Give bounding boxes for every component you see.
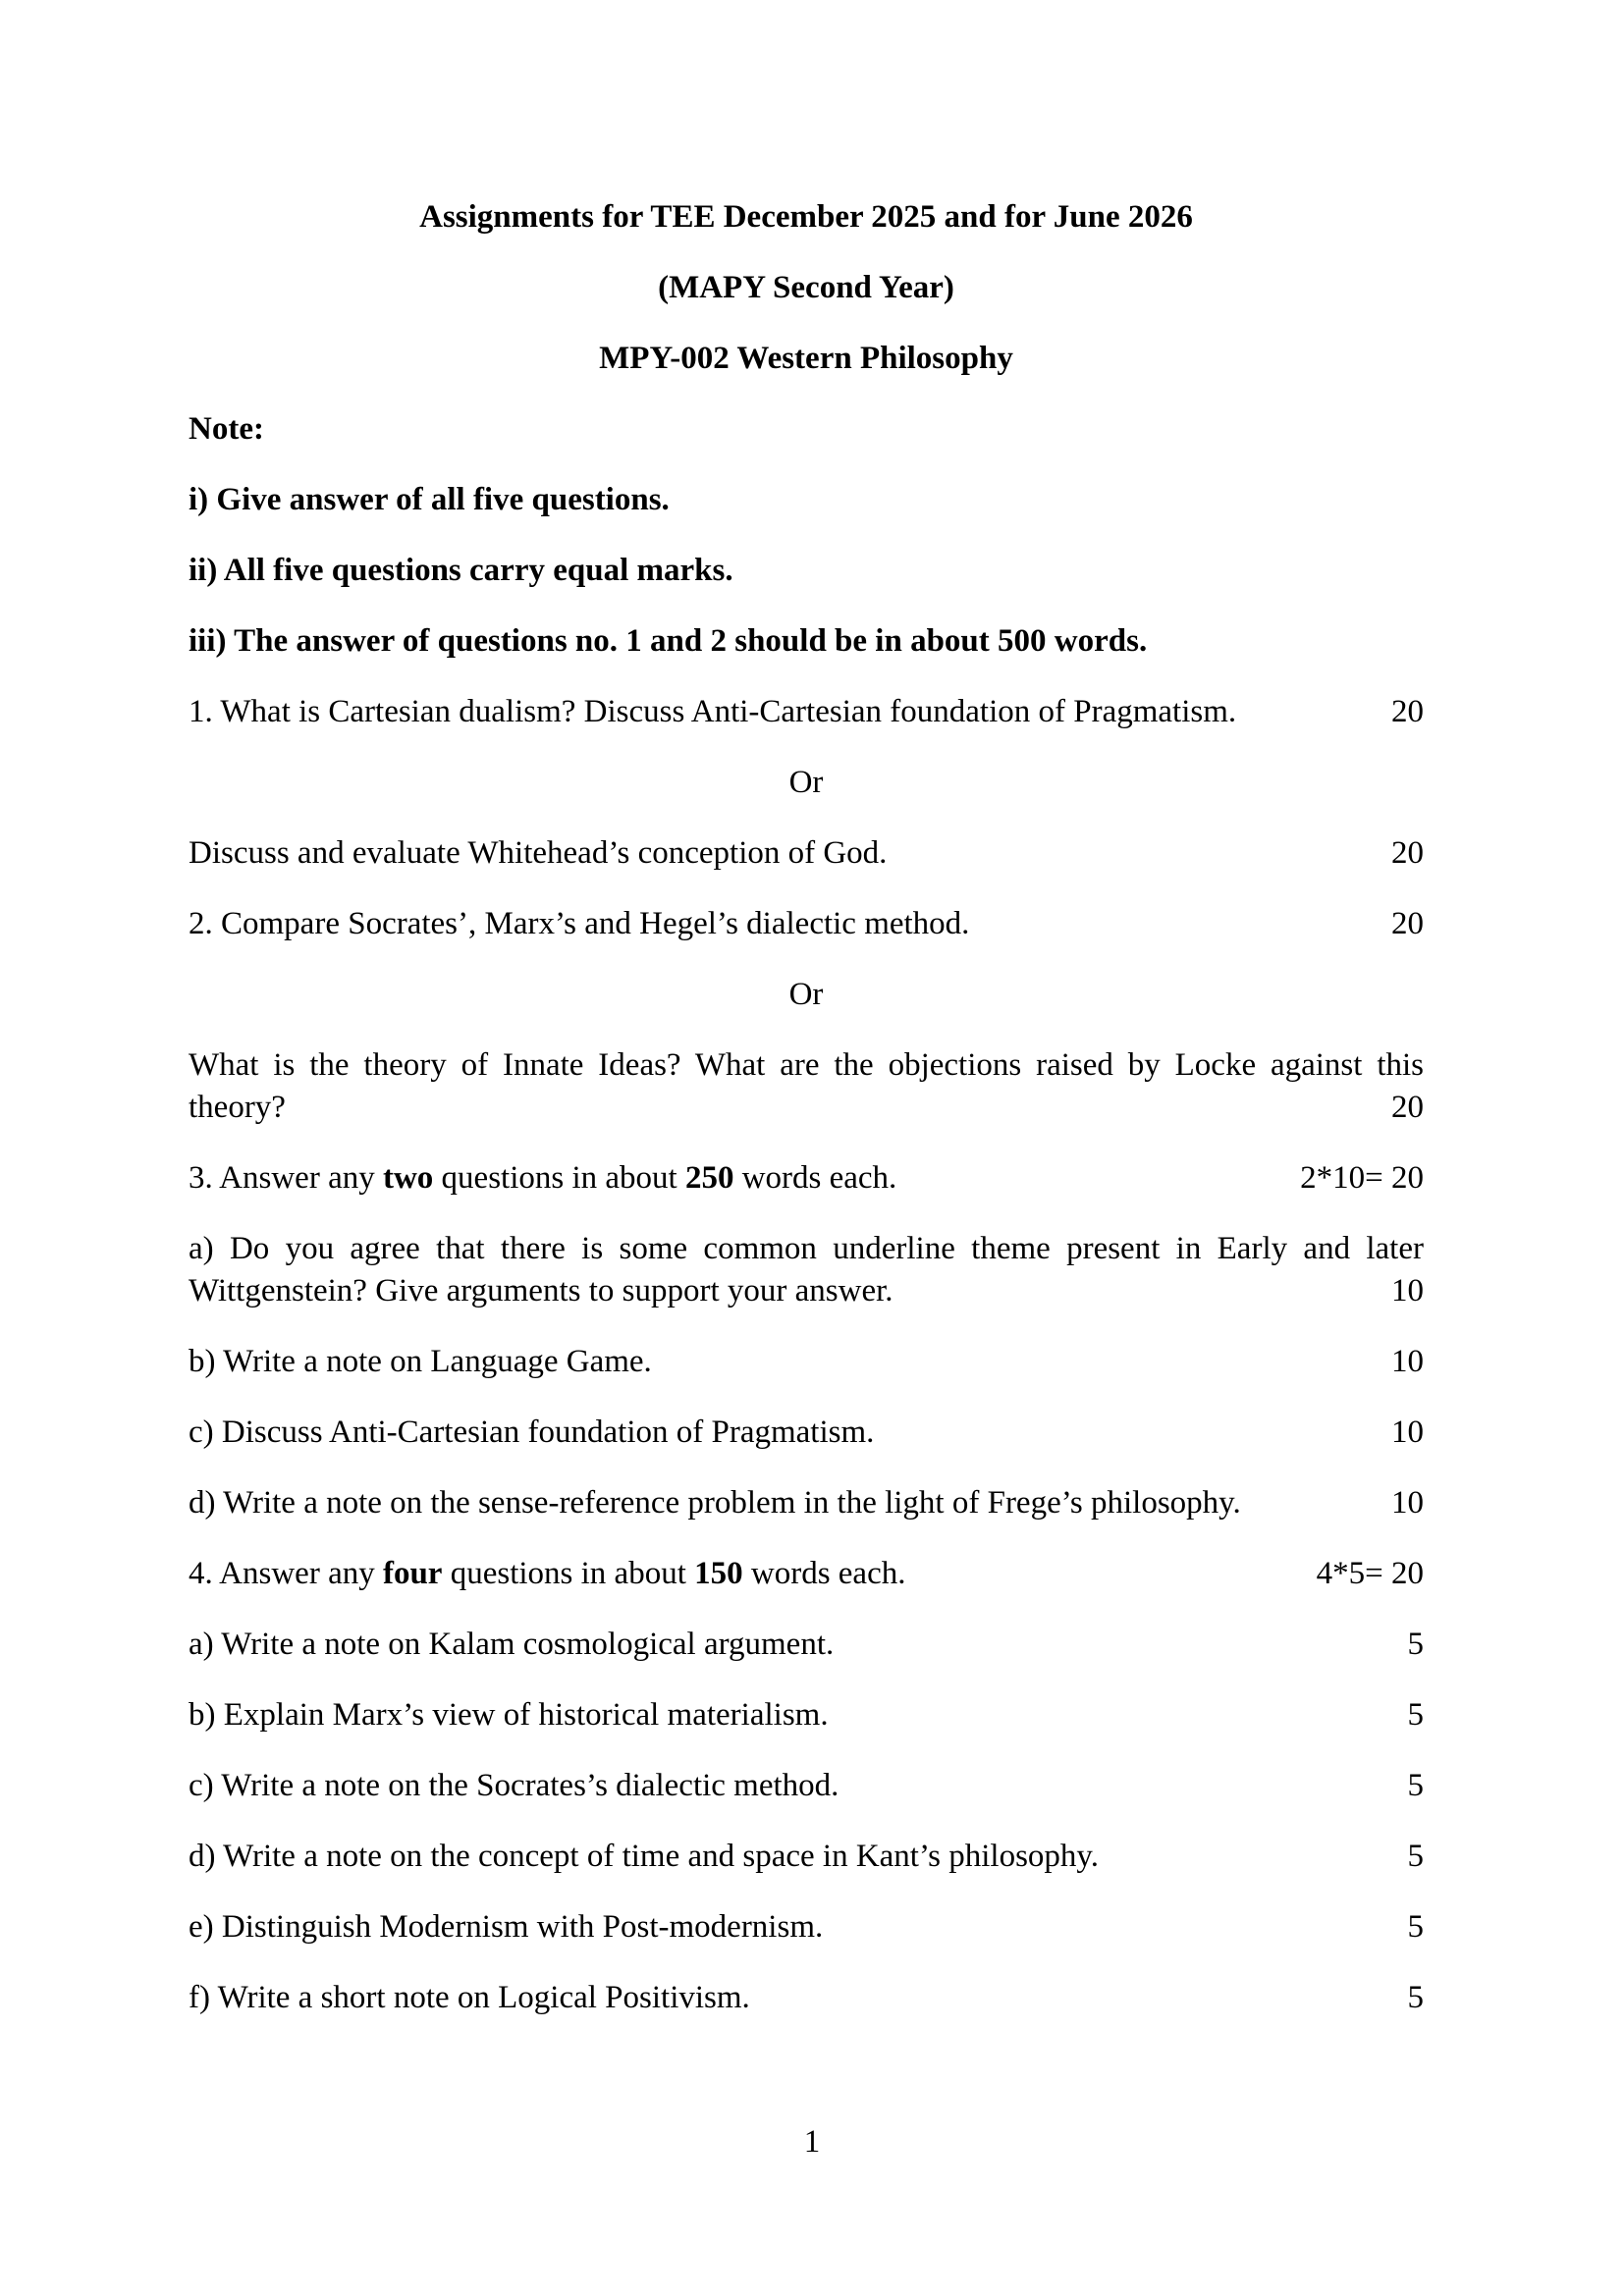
page-number: 1 (803, 2124, 821, 2160)
question-text (189, 691, 1236, 733)
question-text (189, 1977, 750, 2019)
document-title: Assignments for TEE December 2025 and for June 2026 (419, 199, 1193, 235)
question-marks: 20 (1391, 835, 1424, 871)
text-segment: two (382, 1160, 434, 1196)
text-segment: a) Write a note on Kalam cosmological argument. (189, 1627, 835, 1662)
question-row (189, 832, 1424, 875)
text-segment: questions in about (442, 1556, 695, 1591)
course-title: MPY-002 Western Philosophy (599, 341, 1013, 376)
question-text (189, 1624, 834, 1666)
or-divider: Or (788, 765, 824, 800)
text-segment: 250 (684, 1160, 734, 1196)
question-text (189, 1765, 839, 1807)
question-text: Wittgenstein? Give arguments to support your answer. (189, 1273, 893, 1308)
text-segment: 2. Compare Socrates’, Marx’s and Hegel’s dialectic method. (189, 906, 970, 941)
question-row (189, 691, 1424, 733)
question-text-line1: What is the theory of Innate Ideas? What are the objections raised by Locke against this (189, 1047, 1424, 1083)
text-segment: 3. Answer any (189, 1160, 383, 1196)
question-row (189, 1482, 1424, 1524)
question-text-line1: a) Do you agree that there is some common underline theme present in Early and later (189, 1231, 1424, 1266)
note-item-1: i) Give answer of all five questions. (189, 482, 670, 517)
question-marks: 5 (1407, 1627, 1424, 1662)
document-subtitle: (MAPY Second Year) (658, 270, 954, 305)
text-segment: b) Write a note on Language Game. (189, 1344, 652, 1379)
question-row (189, 1977, 1424, 2019)
question-text (189, 1553, 905, 1595)
note-label: Note: (189, 411, 264, 447)
text-segment: words each. (733, 1160, 897, 1196)
question-row (189, 903, 1424, 945)
question-marks: 4*5= 20 (1316, 1556, 1424, 1591)
question-marks: 5 (1407, 1768, 1424, 1803)
question-text (189, 1482, 1241, 1524)
question-row (189, 1341, 1424, 1383)
text-segment: four (382, 1556, 443, 1591)
text-segment: 4. Answer any (189, 1556, 383, 1591)
question-text-line2 (189, 1270, 1424, 1312)
page-content (189, 196, 1424, 2048)
question-marks: 5 (1407, 1980, 1424, 2015)
text-segment: Discuss and evaluate Whitehead’s conception of God. (189, 835, 888, 871)
question-marks: 5 (1407, 1839, 1424, 1874)
question-marks: 10 (1391, 1344, 1424, 1379)
question-row (189, 1228, 1424, 1312)
text-segment: 150 (694, 1556, 743, 1591)
text-segment: c) Discuss Anti-Cartesian foundation of Pragmatism. (189, 1415, 875, 1450)
question-row (189, 1553, 1424, 1595)
question-text (189, 1412, 874, 1454)
text-segment: d) Write a note on the sense-reference problem in the light of Frege’s philosophy. (189, 1485, 1241, 1521)
or-divider: Or (788, 977, 824, 1012)
question-text (189, 1694, 829, 1736)
question-text (189, 1157, 896, 1200)
text-segment: e) Distinguish Modernism with Post-modernism. (189, 1909, 824, 1945)
question-text (189, 1906, 823, 1949)
question-row (189, 1624, 1424, 1666)
question-row (189, 1906, 1424, 1949)
text-segment: f) Write a short note on Logical Positivism. (189, 1980, 750, 2015)
question-text-line2 (189, 1087, 1424, 1129)
questions-list (189, 691, 1424, 2019)
question-row (189, 1836, 1424, 1878)
question-marks: 2*10= 20 (1300, 1160, 1424, 1196)
question-text (189, 1836, 1099, 1878)
question-text (189, 903, 969, 945)
text-segment: c) Write a note on the Socrates’s dialectic method. (189, 1768, 839, 1803)
question-row (189, 1412, 1424, 1454)
question-marks: 5 (1407, 1909, 1424, 1945)
question-marks: 10 (1391, 1415, 1424, 1450)
question-marks: 20 (1391, 694, 1424, 729)
text-segment: 1. What is Cartesian dualism? Discuss Anti-Cartesian foundation of Pragmatism. (189, 694, 1237, 729)
note-item-2: ii) All five questions carry equal marks. (189, 553, 733, 588)
question-marks: 20 (1391, 1090, 1424, 1125)
question-row (189, 1694, 1424, 1736)
question-row (189, 1044, 1424, 1129)
question-row (189, 1765, 1424, 1807)
text-segment: questions in about (433, 1160, 685, 1196)
question-marks: 10 (1391, 1485, 1424, 1521)
question-marks: 10 (1391, 1273, 1424, 1308)
text-segment: b) Explain Marx’s view of historical materialism. (189, 1697, 829, 1733)
question-row (189, 1157, 1424, 1200)
question-text: theory? (189, 1090, 286, 1125)
note-item-3: iii) The answer of questions no. 1 and 2 should be in about 500 words. (189, 623, 1148, 659)
question-text (189, 832, 887, 875)
question-marks: 20 (1391, 906, 1424, 941)
question-text (189, 1341, 652, 1383)
question-marks: 5 (1407, 1697, 1424, 1733)
text-segment: words each. (742, 1556, 906, 1591)
text-segment: d) Write a note on the concept of time and space in Kant’s philosophy. (189, 1839, 1100, 1874)
